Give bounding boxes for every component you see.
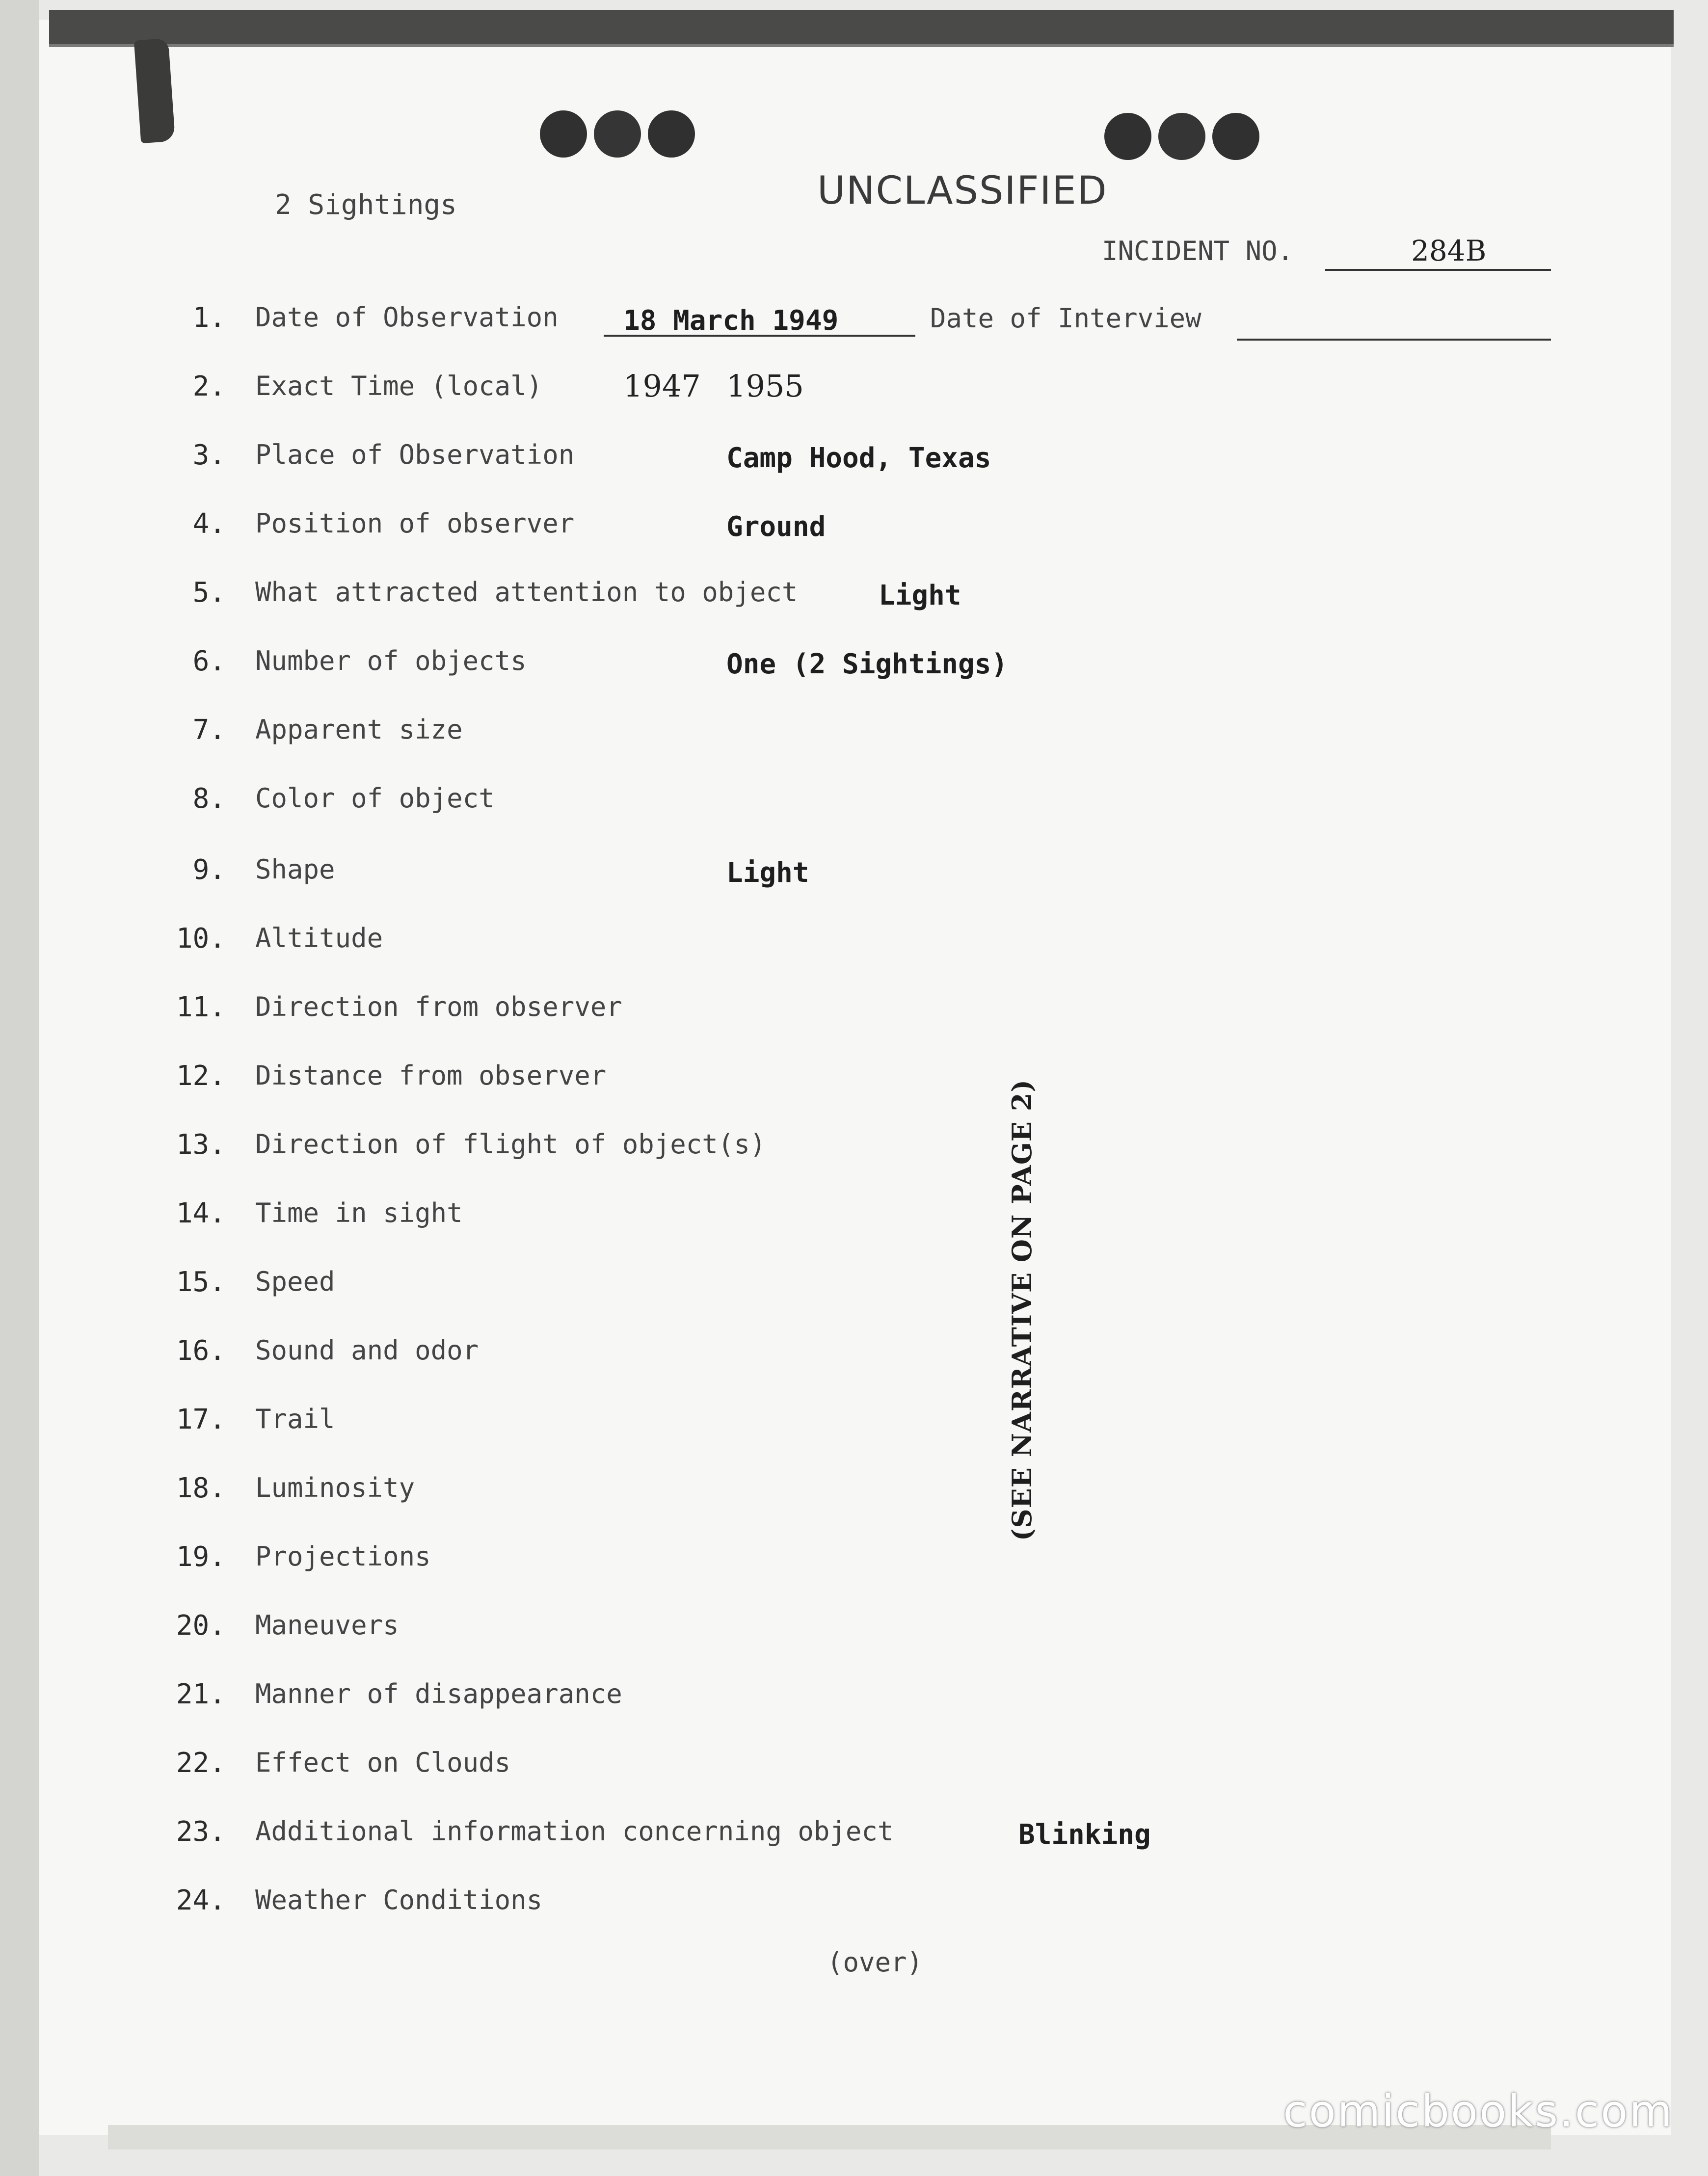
punch-hole xyxy=(1212,113,1259,160)
field-label: Speed xyxy=(255,1266,335,1297)
scan-edge-top xyxy=(49,10,1674,47)
field-number: 21. xyxy=(176,1678,226,1710)
field-number: 2. xyxy=(192,371,226,402)
field-number: 14. xyxy=(176,1197,226,1229)
field-number: 15. xyxy=(176,1266,226,1298)
field-number: 20. xyxy=(176,1610,226,1642)
field-label: Trail xyxy=(255,1404,335,1434)
field-label: Manner of disappearance xyxy=(255,1678,622,1709)
field-number: 24. xyxy=(176,1884,226,1916)
punch-hole xyxy=(648,110,695,158)
field-value: Light xyxy=(726,857,809,889)
field-number: 23. xyxy=(176,1816,226,1848)
field-value: 18 March 1949 xyxy=(623,305,839,337)
field-number: 7. xyxy=(192,714,226,746)
field-label: Maneuvers xyxy=(255,1610,399,1641)
field-number: 13. xyxy=(176,1129,226,1161)
date-observation-underline xyxy=(604,335,915,337)
paper-clip-mark xyxy=(134,38,175,143)
field-label: Effect on Clouds xyxy=(255,1747,511,1778)
field-label: Direction from observer xyxy=(255,991,622,1022)
field-value: Blinking xyxy=(1018,1819,1151,1851)
punch-holes-left xyxy=(540,110,695,158)
date-of-interview-label: Date of Interview xyxy=(930,303,1201,334)
field-label: Time in sight xyxy=(255,1197,463,1228)
field-number: 5. xyxy=(192,577,226,609)
field-label: Distance from observer xyxy=(255,1060,607,1091)
field-value: Ground xyxy=(726,511,826,543)
sightings-note: 2 Sightings xyxy=(275,189,457,221)
field-number: 12. xyxy=(176,1060,226,1092)
field-label: Luminosity xyxy=(255,1472,415,1503)
field-label: Number of objects xyxy=(255,645,527,676)
field-value: Light xyxy=(879,580,961,611)
field-number: 8. xyxy=(192,783,226,815)
continued-over-note: (over) xyxy=(827,1947,923,1978)
field-number: 16. xyxy=(176,1335,226,1367)
watermark-logo: comicbooks.com xyxy=(1283,2086,1674,2137)
incident-number-underline xyxy=(1325,269,1551,271)
field-number: 18. xyxy=(176,1472,226,1504)
field-label: Sound and odor xyxy=(255,1335,479,1366)
field-number: 9. xyxy=(192,854,226,886)
punch-holes-right xyxy=(1104,113,1259,160)
punch-hole xyxy=(540,110,587,158)
field-label: Color of object xyxy=(255,783,495,814)
field-value: One (2 Sightings) xyxy=(726,648,1008,680)
field-value: Camp Hood, Texas xyxy=(726,442,991,474)
field-number: 4. xyxy=(192,508,226,540)
field-label: Place of Observation xyxy=(255,439,575,470)
punch-hole xyxy=(1104,113,1151,160)
field-number: 1. xyxy=(192,302,226,334)
punch-hole xyxy=(1158,113,1205,160)
field-label: Weather Conditions xyxy=(255,1884,543,1915)
field-label: Shape xyxy=(255,854,335,885)
field-label: Apparent size xyxy=(255,714,463,745)
field-number: 19. xyxy=(176,1541,226,1573)
field-label: Altitude xyxy=(255,923,383,954)
field-number: 6. xyxy=(192,645,226,677)
date-of-interview-underline xyxy=(1237,339,1551,341)
field-value-second-time: 1955 xyxy=(726,368,804,404)
field-value: 1947 xyxy=(623,368,701,404)
field-number: 11. xyxy=(176,991,226,1023)
field-label: Date of Observation xyxy=(255,302,559,333)
field-label: Exact Time (local) xyxy=(255,371,543,401)
field-label: Direction of flight of object(s) xyxy=(255,1129,766,1160)
field-label: Additional information concerning object xyxy=(255,1816,894,1847)
punch-hole xyxy=(594,110,641,158)
incident-number: 284B xyxy=(1411,234,1487,267)
field-number: 22. xyxy=(176,1747,226,1779)
field-label: Position of observer xyxy=(255,508,575,539)
field-number: 10. xyxy=(176,923,226,955)
field-number: 17. xyxy=(176,1404,226,1435)
field-label: What attracted attention to object xyxy=(255,577,798,608)
classification-stamp: UNCLASSIFIED xyxy=(817,169,1108,213)
field-number: 3. xyxy=(192,439,226,471)
field-label: Projections xyxy=(255,1541,431,1572)
scan-margin xyxy=(0,0,39,2176)
narrative-side-note: (SEE NARRATIVE ON PAGE 2) xyxy=(1006,1079,1038,1541)
incident-label: INCIDENT NO. xyxy=(1102,236,1294,266)
